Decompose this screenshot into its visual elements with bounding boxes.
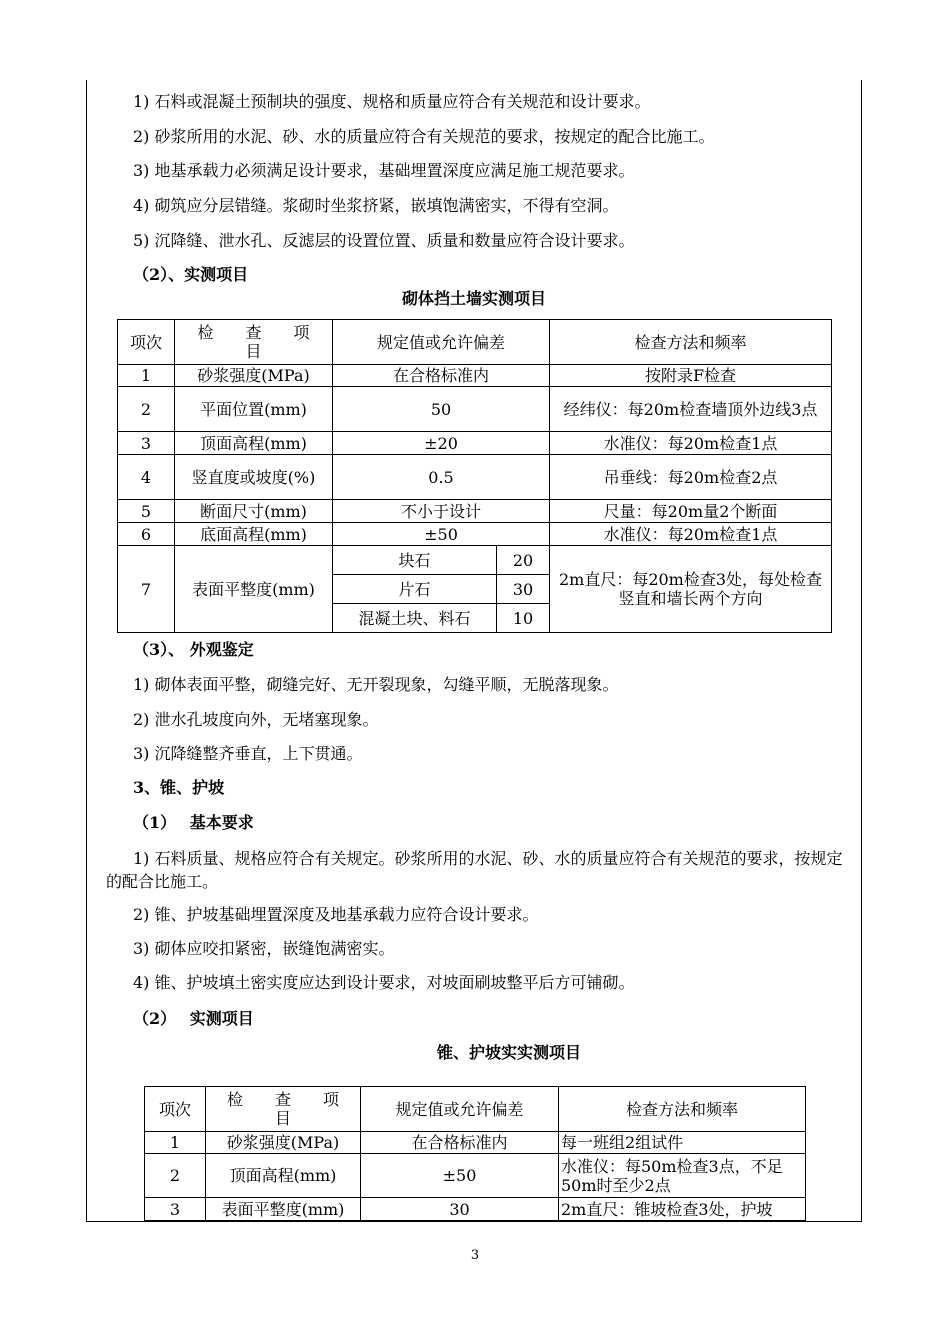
row-item: 表面平整度(mm) — [175, 546, 333, 633]
appearance-item-1: 1) 砌体表面平整，砌缝完好、无开裂现象，勾缝平顺，无脱落现象。 — [133, 675, 619, 694]
row-item: 砂浆强度(MPa) — [175, 365, 333, 387]
row-item: 底面高程(mm) — [175, 523, 333, 546]
row-no: 2 — [118, 387, 175, 432]
table-row — [118, 546, 832, 575]
appearance-item-2: 2) 泄水孔坡度向外，无堵塞现象。 — [133, 710, 379, 729]
wall-measured-heading: （2）、实测项目 — [133, 265, 249, 284]
row-tolerance: 在合格标准内 — [333, 365, 550, 387]
row-tolerance: 不小于设计 — [333, 500, 550, 523]
header-method: 检查方法和频率 — [550, 320, 832, 365]
row-item: 顶面高程(mm) — [175, 432, 333, 455]
slope-requirement-4: 4) 锥、护坡填土密实度应达到设计要求，对坡面刷坡整平后方可铺砌。 — [133, 973, 635, 992]
row-tolerance: 30 — [361, 1198, 559, 1221]
wall-measured-table — [117, 319, 832, 633]
header-tolerance: 规定值或允许偏差 — [361, 1087, 559, 1132]
header-item: 检 查 项 目 — [175, 320, 333, 365]
wall-requirement-4: 4) 砌筑应分层错缝。浆砌时坐浆挤紧，嵌填饱满密实，不得有空洞。 — [133, 196, 619, 215]
row-method: 水准仪：每20m检查1点 — [550, 432, 832, 455]
row-method: 尺量：每20m量2个断面 — [550, 500, 832, 523]
row-tolerance: 50 — [333, 387, 550, 432]
header-no: 项次 — [145, 1087, 206, 1132]
slope-requirement-1: 1) 石料质量、规格应符合有关规定。砂浆所用的水泥、砂、水的质量应符合有关规范的要求，按规定的配合比施工。 — [106, 849, 843, 891]
section3-heading: 3、锥、护坡 — [133, 778, 225, 797]
row-no: 1 — [145, 1132, 206, 1154]
row-no: 3 — [145, 1198, 206, 1221]
row-tolerance: 0.5 — [333, 455, 550, 500]
row-method: 水准仪：每50m检查3点，不足50m时至少2点 — [559, 1154, 806, 1198]
wall-requirement-1: 1) 石料或混凝土预制块的强度、规格和质量应符合有关规范和设计要求。 — [133, 92, 651, 111]
wall-requirement-5: 5) 沉降缝、泄水孔、反滤层的设置位置、质量和数量应符合设计要求。 — [133, 231, 635, 250]
table-row — [118, 500, 832, 523]
row-item: 断面尺寸(mm) — [175, 500, 333, 523]
page-number: 3 — [470, 1248, 480, 1263]
header-item: 检 查 项 目 — [206, 1087, 361, 1132]
row-tolerance: 在合格标准内 — [361, 1132, 559, 1154]
table-header-row — [118, 320, 832, 365]
table-row — [145, 1132, 806, 1154]
row-method: 2m直尺：每20m检查3处，每处检查竖直和墙长两个方向 — [550, 546, 832, 633]
row-method: 2m直尺：锥坡检查3处，护坡 — [559, 1198, 806, 1221]
sub-tolerance: 30 — [497, 575, 550, 604]
table-row — [118, 432, 832, 455]
slope-measured-heading: （2） 实测项目 — [133, 1009, 254, 1028]
row-method: 吊垂线：每20m检查2点 — [550, 455, 832, 500]
header-no: 项次 — [118, 320, 175, 365]
row-item: 平面位置(mm) — [175, 387, 333, 432]
slope-measured-table — [144, 1086, 806, 1221]
header-method: 检查方法和频率 — [559, 1087, 806, 1132]
row-tolerance: ±50 — [333, 523, 550, 546]
row-method: 每一班组2组试件 — [559, 1132, 806, 1154]
table2-title: 锥、护坡实实测项目 — [436, 1043, 581, 1062]
row-no: 6 — [118, 523, 175, 546]
row-method: 按附录F检查 — [550, 365, 832, 387]
appearance-item-3: 3) 沉降缝整齐垂直，上下贯通。 — [133, 744, 363, 763]
row-method: 水准仪：每20m检查1点 — [550, 523, 832, 546]
header-tolerance: 规定值或允许偏差 — [333, 320, 550, 365]
table-row — [145, 1198, 806, 1221]
row-item: 表面平整度(mm) — [206, 1198, 361, 1221]
row-no: 1 — [118, 365, 175, 387]
slope-requirement-2: 2) 锥、护坡基础埋置深度及地基承载力应符合设计要求。 — [133, 905, 539, 924]
wall-requirement-2: 2) 砂浆所用的水泥、砂、水的质量应符合有关规范的要求，按规定的配合比施工。 — [133, 127, 715, 146]
sub-material: 片石 — [333, 575, 497, 604]
row-item: 竖直度或坡度(%) — [175, 455, 333, 500]
row-no: 2 — [145, 1154, 206, 1198]
row-tolerance: ±50 — [361, 1154, 559, 1198]
sub-material: 混凝土块、料石 — [333, 604, 497, 633]
table1-title: 砌体挡土墙实测项目 — [401, 289, 546, 308]
sub-tolerance: 10 — [497, 604, 550, 633]
row-no: 7 — [118, 546, 175, 633]
basic-requirements-heading: （1） 基本要求 — [133, 813, 254, 832]
wall-requirement-3: 3) 地基承载力必须满足设计要求，基础埋置深度应满足施工规范要求。 — [133, 161, 635, 180]
sub-tolerance: 20 — [497, 546, 550, 575]
row-no: 4 — [118, 455, 175, 500]
row-method: 经纬仪：每20m检查墙顶外边线3点 — [550, 387, 832, 432]
table-row — [118, 455, 832, 500]
sub-material: 块石 — [333, 546, 497, 575]
slope-requirement-3: 3) 砌体应咬扣紧密，嵌缝饱满密实。 — [133, 939, 395, 958]
row-no: 5 — [118, 500, 175, 523]
table-row — [118, 523, 832, 546]
table-row — [145, 1154, 806, 1198]
table-row — [118, 365, 832, 387]
table-row — [118, 387, 832, 432]
row-item: 砂浆强度(MPa) — [206, 1132, 361, 1154]
appearance-heading: （3）、 外观鉴定 — [133, 640, 254, 659]
row-no: 3 — [118, 432, 175, 455]
row-tolerance: ±20 — [333, 432, 550, 455]
table-header-row — [145, 1087, 806, 1132]
row-item: 顶面高程(mm) — [206, 1154, 361, 1198]
